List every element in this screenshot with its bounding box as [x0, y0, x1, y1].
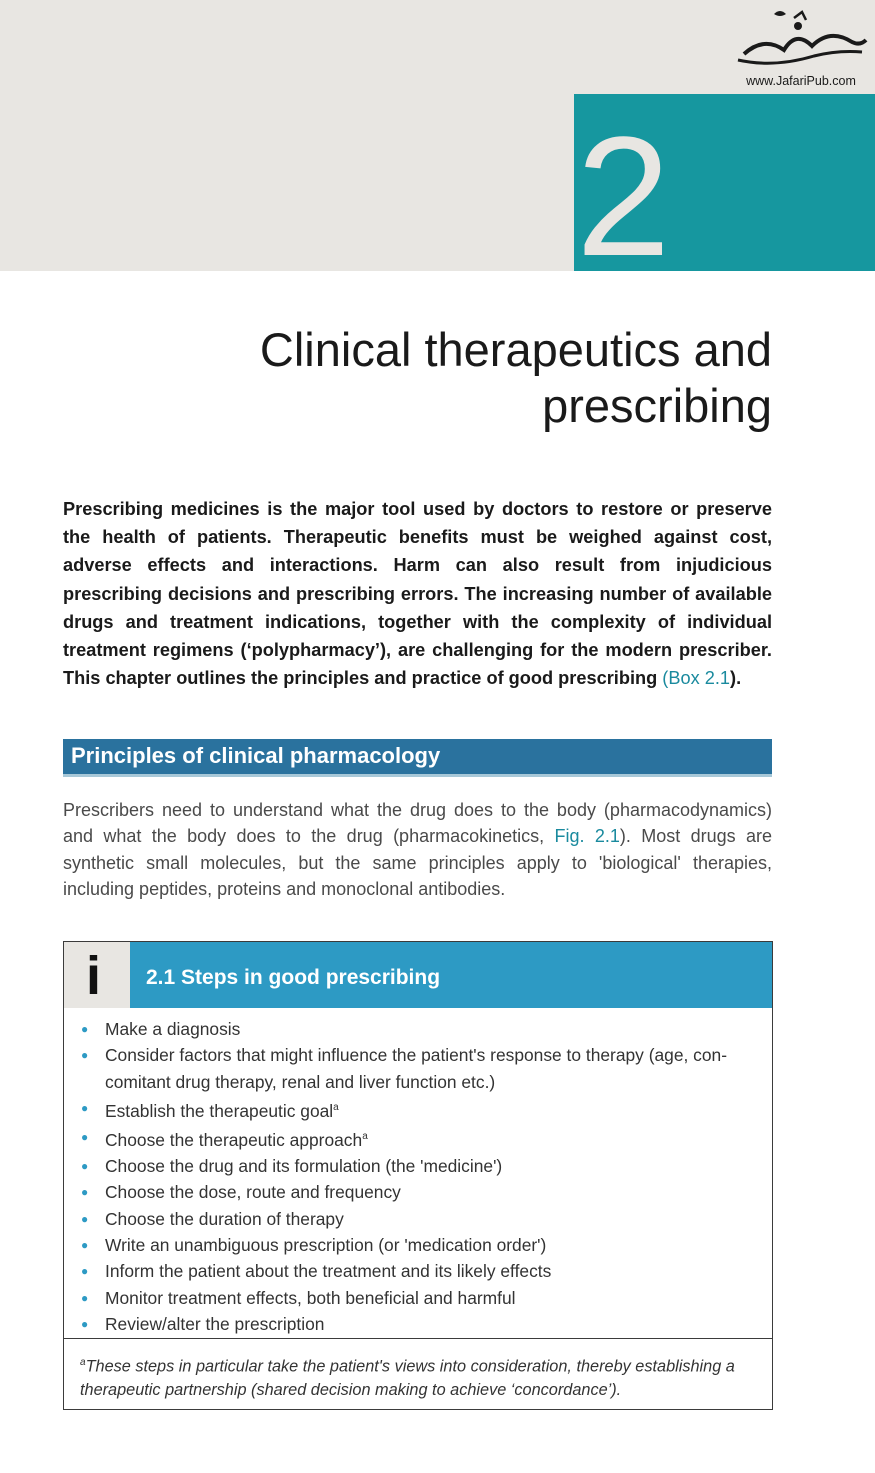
list-item-text: Make a diagnosis [105, 1019, 241, 1039]
box-link[interactable]: (Box 2.1 [662, 668, 731, 689]
list-item-text: Establish the therapeutic goal [105, 1100, 334, 1121]
footnote-marker: a [362, 1130, 368, 1142]
bullet-icon: ● [81, 1048, 89, 1063]
bullet-icon: ● [81, 1237, 89, 1252]
list-item [78, 1095, 758, 1124]
intro-end: ). [730, 668, 742, 689]
list-item [78, 1206, 758, 1232]
bullet-icon: ● [81, 1129, 89, 1144]
list-item [78, 1311, 758, 1337]
list-item-text: Choose the duration of therapy [105, 1208, 344, 1229]
list-item [78, 1153, 758, 1179]
list-item-text: Choose the dose, route and frequency [105, 1182, 401, 1203]
intro-text: Prescribing medicines is the major tool used by doctors to restore or preserve the health of patients. Therapeutic benefits must be weighed against cost, adverse effects and interactions. Harm can also result from injudicious prescribing decisions and prescribing errors. The increasing number of available drugs and treatment indications, together with the complexity of individual treatment regimens (‘polypharmacy’), are challenging for the modern prescriber. This chapter outlines the principles and practice of good prescribing [63, 499, 772, 689]
section-text-before: Prescribers need to understand what the drug does to the body (pharmacodynamics) and what the body does to the drug (pharmacokinetics, [63, 800, 772, 847]
list-item-text: Inform the patient about the treatment and its likely effects [105, 1261, 552, 1282]
list-item-text: Write an unambiguous prescription (or 'medication order') [105, 1234, 547, 1255]
bullet-icon: ● [81, 1264, 89, 1279]
info-box-title: 2.1 Steps in good prescribing [146, 966, 441, 989]
bullet-icon: ● [81, 1159, 89, 1174]
list-item [78, 1124, 758, 1153]
footnote-marker: a [333, 1101, 339, 1113]
list-item [78, 1258, 758, 1284]
bullet-icon: ● [81, 1022, 89, 1036]
box-divider [64, 1338, 772, 1339]
list-item-text: Consider factors that might influence the patient's response to therapy (age, concomitant drug therapy, renal and liver function etc.) [105, 1045, 728, 1092]
section-text-after: ). Most drugs are synthetic small molecules, but the same principles apply to 'biological' therapies, including peptides, proteins and monoclonal antibodies. [63, 826, 772, 899]
bullet-icon: ● [81, 1185, 89, 1200]
chapter-title-line-2: prescribing [542, 379, 772, 432]
list-item [78, 1016, 758, 1042]
section-paragraph [63, 797, 772, 902]
list-item [78, 1042, 758, 1095]
bullet-icon: ● [81, 1290, 89, 1305]
chapter-number: 2 [576, 102, 671, 271]
list-item [78, 1179, 758, 1205]
list-item-text: Choose the therapeutic approach [105, 1129, 363, 1150]
list-item-text: Choose the drug and its formulation (the 'medicine') [105, 1156, 503, 1177]
figure-link[interactable]: Fig. 2.1 [554, 826, 620, 847]
steps-list [78, 1016, 758, 1337]
chapter-number-block [574, 94, 875, 271]
box-footnote [80, 1351, 758, 1402]
list-item-text: Review/alter the prescription [105, 1313, 325, 1334]
section-heading: Principles of clinical pharmacology [71, 743, 441, 768]
chapter-title-line-1: Clinical therapeutics and [259, 323, 772, 376]
footnote-mark: a [80, 1357, 86, 1368]
section-heading-bar [63, 739, 772, 777]
info-letter: i [86, 946, 102, 1006]
bullet-icon: ● [81, 1211, 89, 1226]
info-box-header [130, 942, 772, 1008]
list-item-text: Monitor treatment effects, both beneficial and harmful [105, 1287, 516, 1308]
bullet-icon: ● [81, 1316, 89, 1331]
info-icon [64, 942, 130, 1008]
publisher-url: www.JafariPub.com [746, 74, 856, 88]
footnote-text: These steps in particular take the patient's views into consideration, thereby establishing a therapeutic partnership (shared decision making to achieve ‘concordance’). [80, 1357, 735, 1400]
chapter-title [120, 322, 772, 434]
list-item [78, 1285, 758, 1311]
bullet-icon: ● [81, 1100, 89, 1115]
list-item [78, 1232, 758, 1258]
intro-paragraph [63, 495, 772, 692]
info-box [63, 941, 773, 1410]
